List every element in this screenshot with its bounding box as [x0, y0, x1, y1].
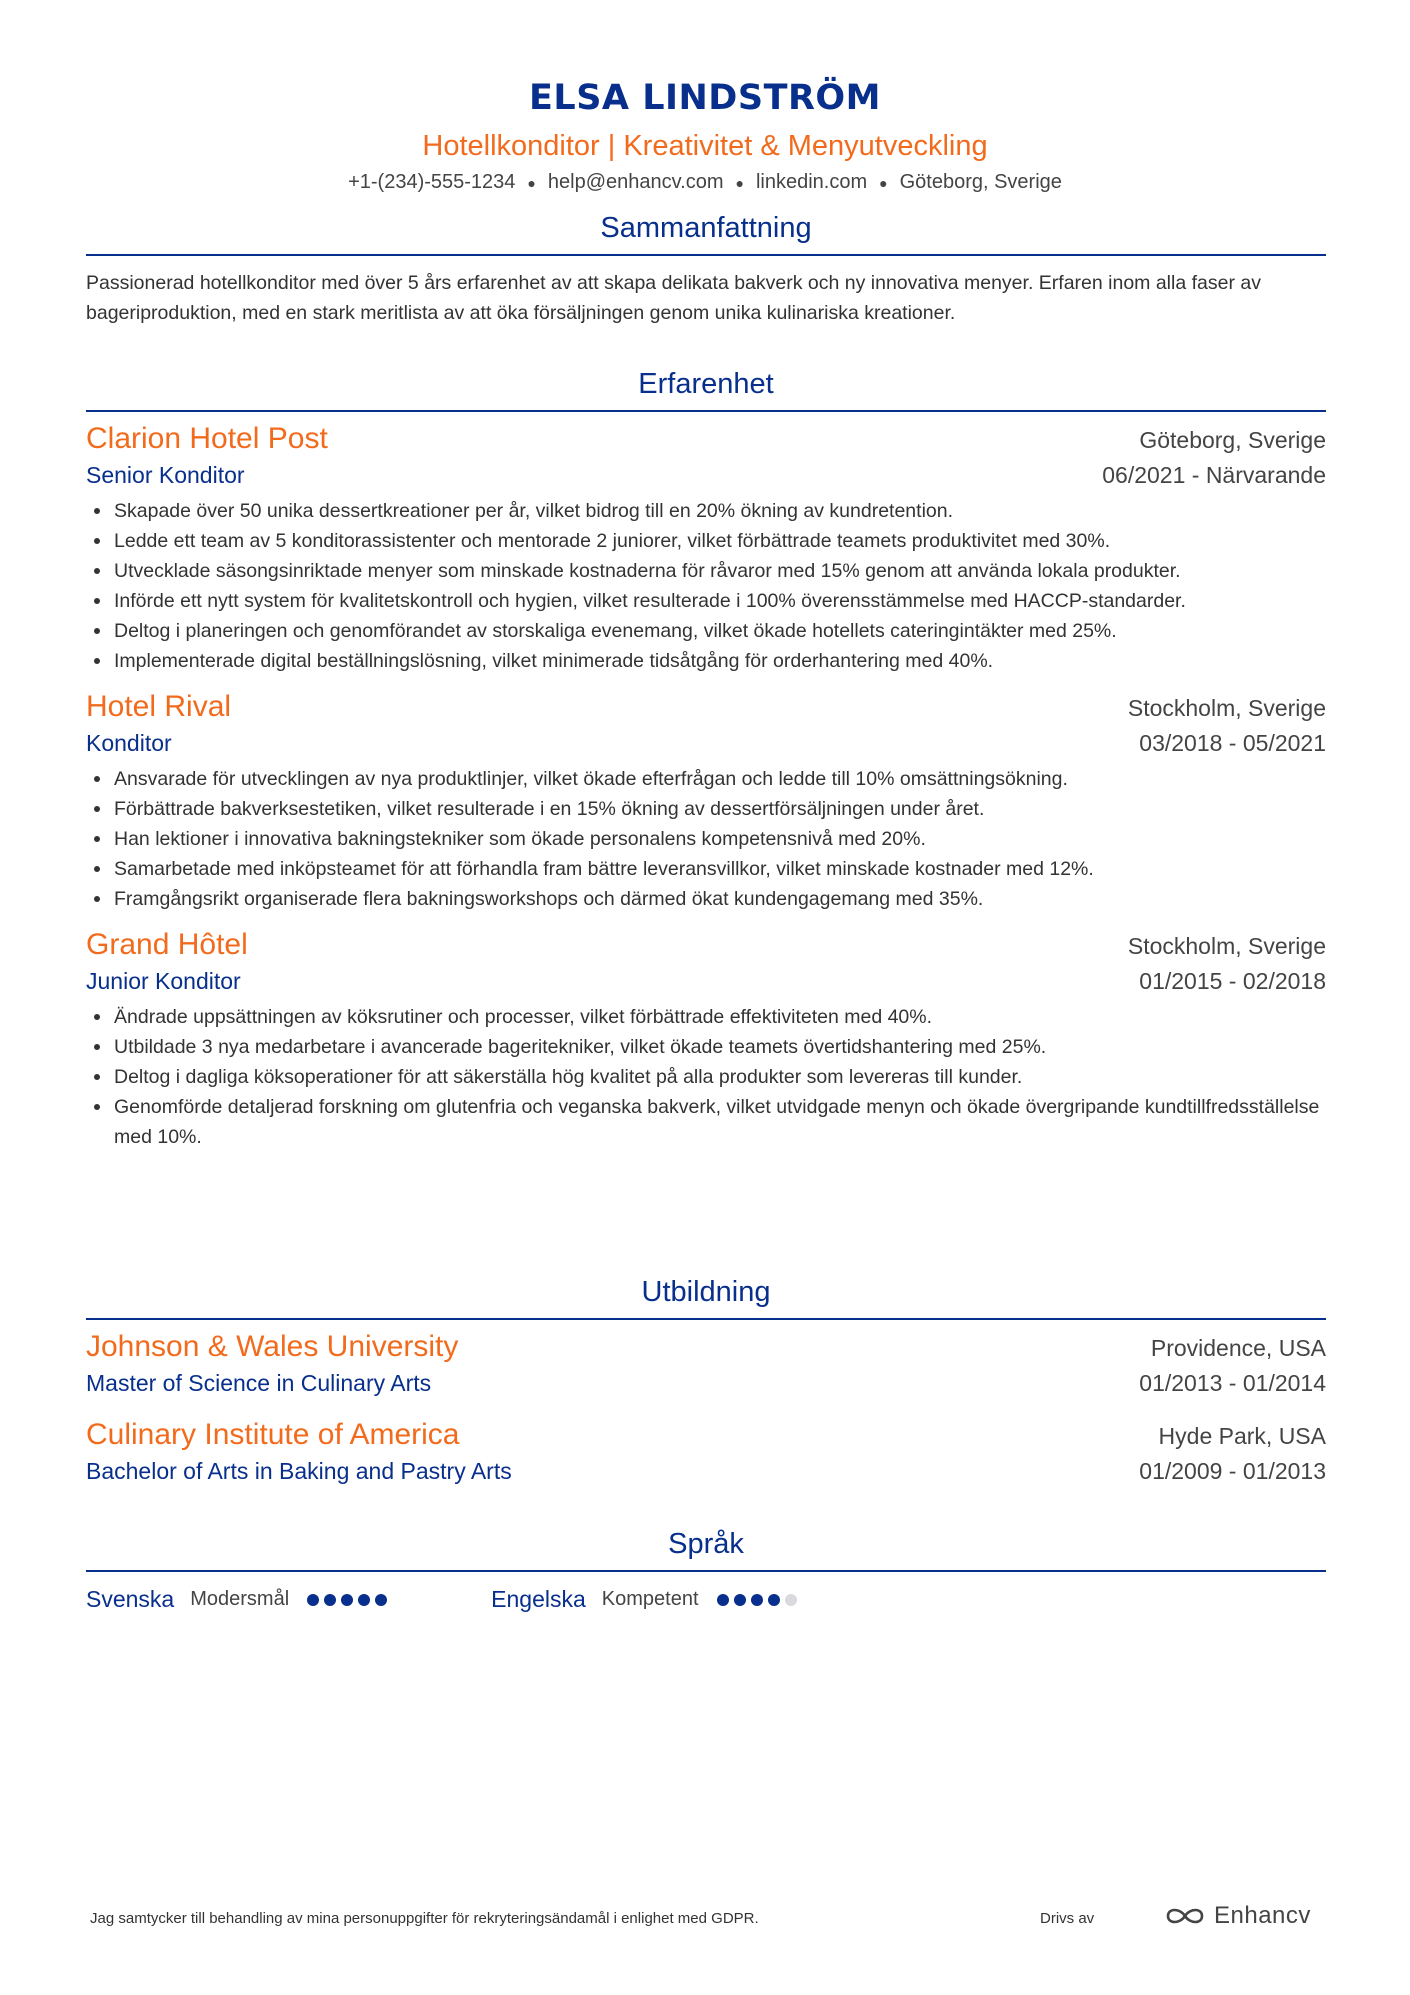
school-location: Hyde Park, USA	[1158, 1423, 1326, 1449]
rating-dot-filled-icon	[751, 1594, 763, 1606]
education-section	[86, 1272, 1326, 1488]
language-rating	[307, 1594, 387, 1606]
rating-dot-filled-icon	[358, 1594, 370, 1606]
bullet-icon	[94, 776, 100, 782]
bullet-icon	[94, 508, 100, 514]
language-name: Svenska	[86, 1586, 175, 1612]
language-rating	[717, 1594, 797, 1606]
powered-by-label: Drivs av	[1040, 1910, 1095, 1927]
enhancv-logo[interactable]	[1162, 1902, 1311, 1930]
contact-phone: +1-(234)-555-1234	[348, 171, 516, 193]
bullet-icon	[94, 598, 100, 604]
bullet-icon	[94, 866, 100, 872]
bullet-icon	[94, 628, 100, 634]
bullet-icon	[94, 1074, 100, 1080]
summary-text: Passionerad hotellkonditor med över 5 års erfarenhet av att skapa delikata bakverk och ny innovativa menyer. Erfaren inom alla faser av bageriproduktion, med en stark meritlista av att öka försäljningen genom unika kulinariska kreationer.	[86, 272, 1261, 324]
list-item: Utbildade 3 nya medarbetare i avancerade bageritekniker, vilket ökade teamets övertidshantering med 25%.	[86, 1032, 1326, 1062]
gdpr-consent: Jag samtycker till behandling av mina personuppgifter för rekryteringsändamål i enlighet med GDPR.	[90, 1910, 759, 1927]
job-company: Grand Hôtel	[86, 928, 248, 961]
page-footer	[90, 1900, 1330, 1940]
summary-section	[86, 208, 1326, 328]
job-bullets	[86, 764, 1326, 914]
candidate-name: ELSA LINDSTRÖM	[529, 78, 881, 118]
education-entry	[86, 1416, 1326, 1488]
education-entry	[86, 1328, 1326, 1400]
job-bullets	[86, 496, 1326, 676]
list-item: Utvecklade säsongsinriktade menyer som minskade kostnaderna för råvaror med 15% genom att använda lokala produkter.	[86, 556, 1326, 586]
job-entry	[86, 420, 1326, 676]
job-location: Stockholm, Sverige	[1127, 933, 1326, 959]
job-company: Hotel Rival	[86, 690, 232, 723]
bullet-icon	[94, 1104, 100, 1110]
section-title-summary: Sammanfattning	[86, 208, 1326, 256]
list-item: Samarbetade med inköpsteamet för att förhandla fram bättre leveransvillkor, vilket minskade kostnader med 12%.	[86, 854, 1326, 884]
bullet-separator-icon: ●	[527, 174, 536, 191]
list-item: Genomförde detaljerad forskning om glutenfria och veganska bakverk, vilket utvidgade menyn och ökade övergripande kundtillfredsställelse med 10%.	[86, 1092, 1326, 1152]
languages-section	[86, 1524, 1326, 1613]
resume-header	[0, 0, 1410, 197]
job-company: Clarion Hotel Post	[86, 422, 328, 455]
contact-email[interactable]: help@enhancv.com	[547, 171, 724, 193]
bullet-icon	[94, 1044, 100, 1050]
school-name: Johnson & Wales University	[86, 1330, 459, 1363]
rating-dot-filled-icon	[717, 1594, 729, 1606]
education-dates: 01/2009 - 01/2013	[1139, 1458, 1326, 1484]
list-item: Införde ett nytt system för kvalitetskontroll och hygien, vilket resulterade i 100% överensstämmelse med HACCP-standarder.	[86, 586, 1326, 616]
bullet-separator-icon: ●	[735, 174, 744, 191]
list-item: Deltog i planeringen och genomförandet av storskaliga evenemang, vilket ökade hotellets cateringintäkter med 25%.	[86, 616, 1326, 646]
list-item: Ändrade uppsättningen av köksrutiner och processer, vilket förbättrade effektiviteten med 40%.	[86, 1002, 1326, 1032]
degree-name: Master of Science in Culinary Arts	[86, 1370, 432, 1396]
bullet-icon	[94, 806, 100, 812]
job-entry	[86, 688, 1326, 914]
language-level: Kompetent	[601, 1588, 699, 1610]
bullet-icon	[94, 658, 100, 664]
bullet-icon	[94, 538, 100, 544]
rating-dot-filled-icon	[307, 1594, 319, 1606]
experience-section	[86, 364, 1326, 1152]
rating-dot-filled-icon	[375, 1594, 387, 1606]
job-location: Göteborg, Sverige	[1139, 427, 1326, 453]
infinity-logo-icon	[1162, 1903, 1208, 1929]
rating-dot-empty-icon	[785, 1594, 797, 1606]
school-name: Culinary Institute of America	[86, 1418, 460, 1451]
bullet-icon	[94, 1014, 100, 1020]
job-entry	[86, 926, 1326, 1152]
list-item: Framgångsrikt organiserade flera bakningsworkshops och därmed ökat kundengagemang med 35%.	[86, 884, 1326, 914]
degree-name: Bachelor of Arts in Baking and Pastry Arts	[86, 1458, 512, 1484]
list-item: Skapade över 50 unika dessertkreationer per år, vilket bidrog till en 20% ökning av kundretention.	[86, 496, 1326, 526]
bullet-icon	[94, 836, 100, 842]
job-dates: 01/2015 - 02/2018	[1139, 968, 1326, 994]
brand-name: Enhancv	[1214, 1902, 1311, 1929]
language-name: Engelska	[491, 1586, 586, 1612]
rating-dot-filled-icon	[768, 1594, 780, 1606]
list-item: Ledde ett team av 5 konditorassistenter och mentorade 2 juniorer, vilket förbättrade teamets produktivitet med 30%.	[86, 526, 1326, 556]
list-item: Implementerade digital beställningslösning, vilket minimerade tidsåtgång för orderhantering med 40%.	[86, 646, 1326, 676]
bullet-icon	[94, 896, 100, 902]
language-item	[491, 1586, 796, 1613]
language-level: Modersmål	[190, 1588, 290, 1610]
list-item: Deltog i dagliga köksoperationer för att säkerställa hög kvalitet på alla produkter som levereras till kunder.	[86, 1062, 1326, 1092]
job-role: Konditor	[86, 730, 172, 756]
job-dates: 03/2018 - 05/2021	[1139, 730, 1326, 756]
language-list	[86, 1586, 1326, 1613]
section-title-languages: Språk	[86, 1524, 1326, 1572]
contact-location: Göteborg, Sverige	[899, 171, 1062, 193]
rating-dot-filled-icon	[341, 1594, 353, 1606]
bullet-icon	[94, 568, 100, 574]
list-item: Förbättrade bakverksestetiken, vilket resulterade i en 15% ökning av dessertförsäljningen under året.	[86, 794, 1326, 824]
section-title-education: Utbildning	[86, 1272, 1326, 1320]
section-title-experience: Erfarenhet	[86, 364, 1326, 412]
bullet-separator-icon: ●	[879, 174, 888, 191]
rating-dot-filled-icon	[324, 1594, 336, 1606]
school-location: Providence, USA	[1150, 1335, 1326, 1361]
candidate-tagline: Hotellkonditor | Kreativitet & Menyutveckling	[422, 130, 988, 162]
education-dates: 01/2013 - 01/2014	[1139, 1370, 1326, 1396]
contact-linkedin[interactable]: linkedin.com	[755, 171, 868, 193]
rating-dot-filled-icon	[734, 1594, 746, 1606]
job-role: Senior Konditor	[86, 462, 245, 488]
language-item	[86, 1586, 387, 1613]
job-role: Junior Konditor	[86, 968, 241, 994]
list-item: Han lektioner i innovativa bakningstekniker som ökade personalens kompetensnivå med 20%.	[86, 824, 1326, 854]
contact-line	[0, 168, 1410, 197]
list-item: Ansvarade för utvecklingen av nya produktlinjer, vilket ökade efterfrågan och ledde till 10% omsättningsökning.	[86, 764, 1326, 794]
job-bullets	[86, 1002, 1326, 1152]
job-dates: 06/2021 - Närvarande	[1102, 462, 1326, 488]
job-location: Stockholm, Sverige	[1127, 695, 1326, 721]
